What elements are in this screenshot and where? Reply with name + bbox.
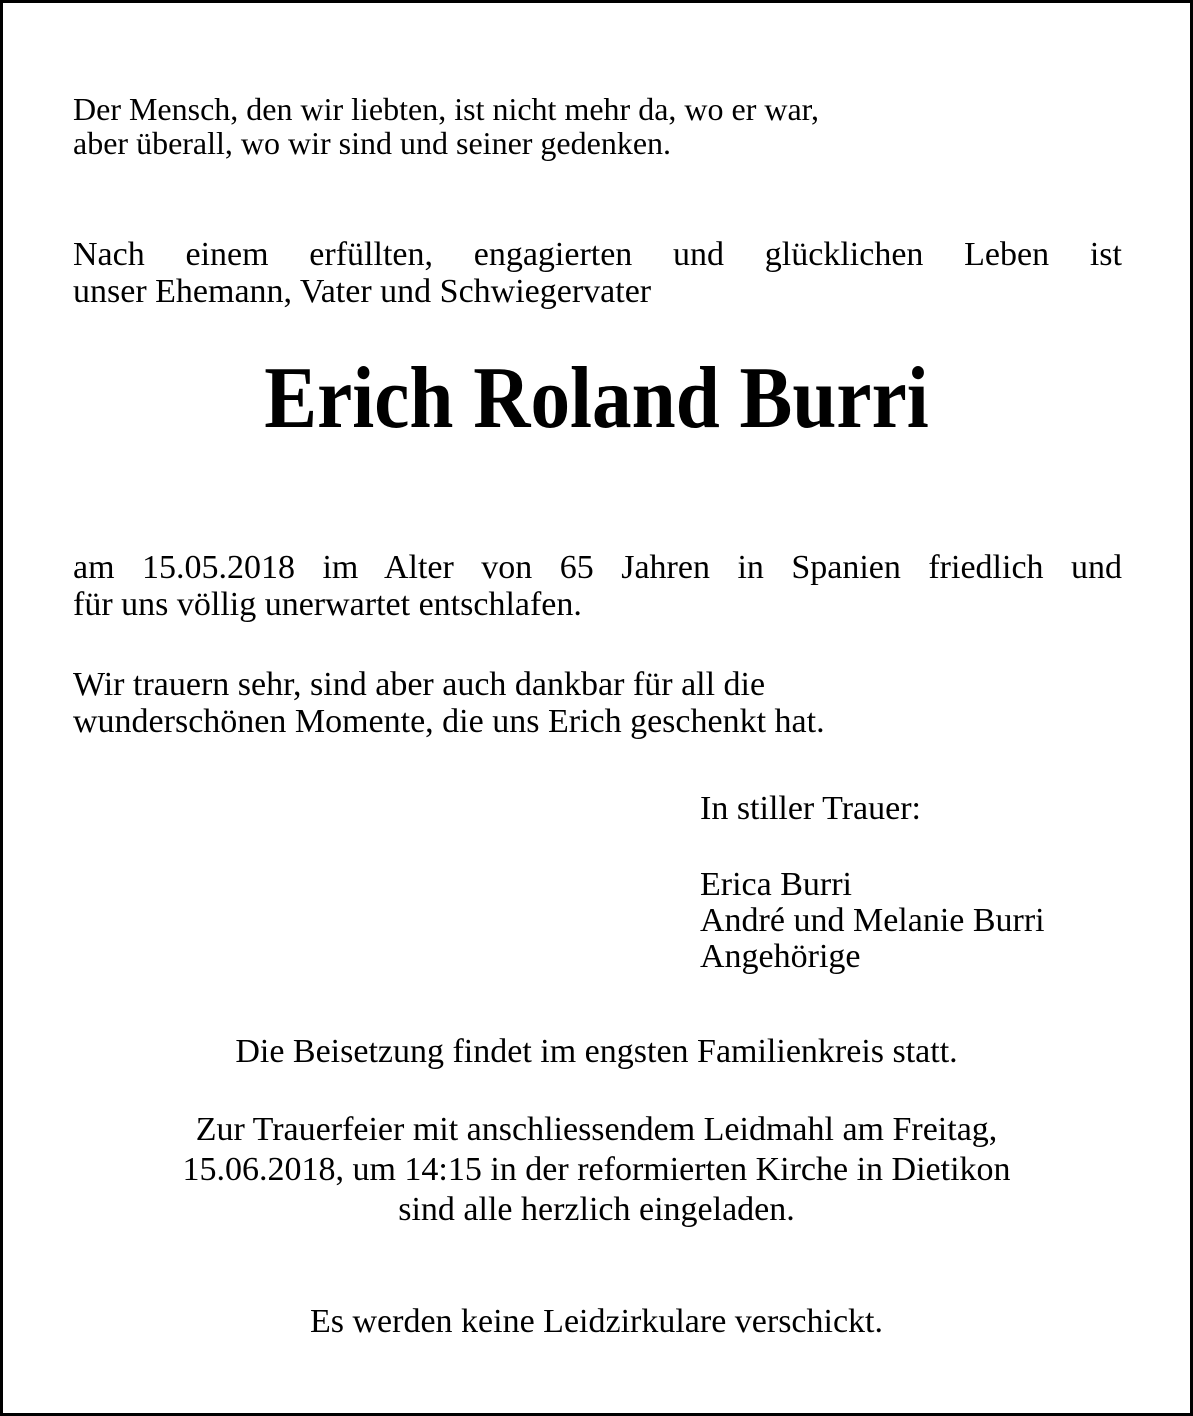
- intro-line1: Nach einem erfüllten, engagierten und glücklichen Leben ist: [73, 236, 1122, 273]
- epitaph-quote-line2: aber überall, wo wir sind und seiner gedenken.: [73, 125, 672, 161]
- mourner-name: André und Melanie Burri: [700, 902, 1045, 939]
- gratitude-paragraph: [73, 666, 825, 740]
- gratitude-line1: Wir trauern sehr, sind aber auch dankbar für all die: [73, 666, 766, 703]
- epitaph-quote: [73, 92, 819, 160]
- mourner-name: Angehörige: [700, 938, 861, 975]
- service-line1: Zur Trauerfeier mit anschliessendem Leidmahl am Freitag,: [195, 1111, 998, 1148]
- burial-notice: Die Beisetzung findet im engsten Familienkreis statt.: [235, 1033, 958, 1070]
- mourning-label: In stiller Trauer:: [700, 790, 921, 827]
- service-invitation: [3, 1110, 1190, 1230]
- intro-line2: unser Ehemann, Vater und Schwiegervater: [73, 273, 652, 310]
- death-details-line1: am 15.05.2018 im Alter von 65 Jahren in Spanien friedlich und: [73, 549, 1122, 586]
- service-line3: sind alle herzlich eingeladen.: [398, 1191, 795, 1228]
- intro-paragraph: [73, 236, 1122, 310]
- mourner-name: Erica Burri: [700, 866, 852, 903]
- death-details-paragraph: [73, 549, 1122, 623]
- mourners-list: [700, 867, 1045, 975]
- death-details-line2: für uns völlig unerwartet entschlafen.: [73, 586, 582, 623]
- deceased-name: Erich Roland Burri: [264, 350, 929, 447]
- service-line2: 15.06.2018, um 14:15 in der reformierten Kirche in Dietikon: [182, 1151, 1011, 1188]
- epitaph-quote-line1: Der Mensch, den wir liebten, ist nicht mehr da, wo er war,: [73, 91, 820, 127]
- gratitude-line2: wunderschönen Momente, die uns Erich geschenkt hat.: [73, 703, 825, 740]
- condolence-cards-notice: Es werden keine Leidzirkulare verschickt.: [309, 1303, 884, 1340]
